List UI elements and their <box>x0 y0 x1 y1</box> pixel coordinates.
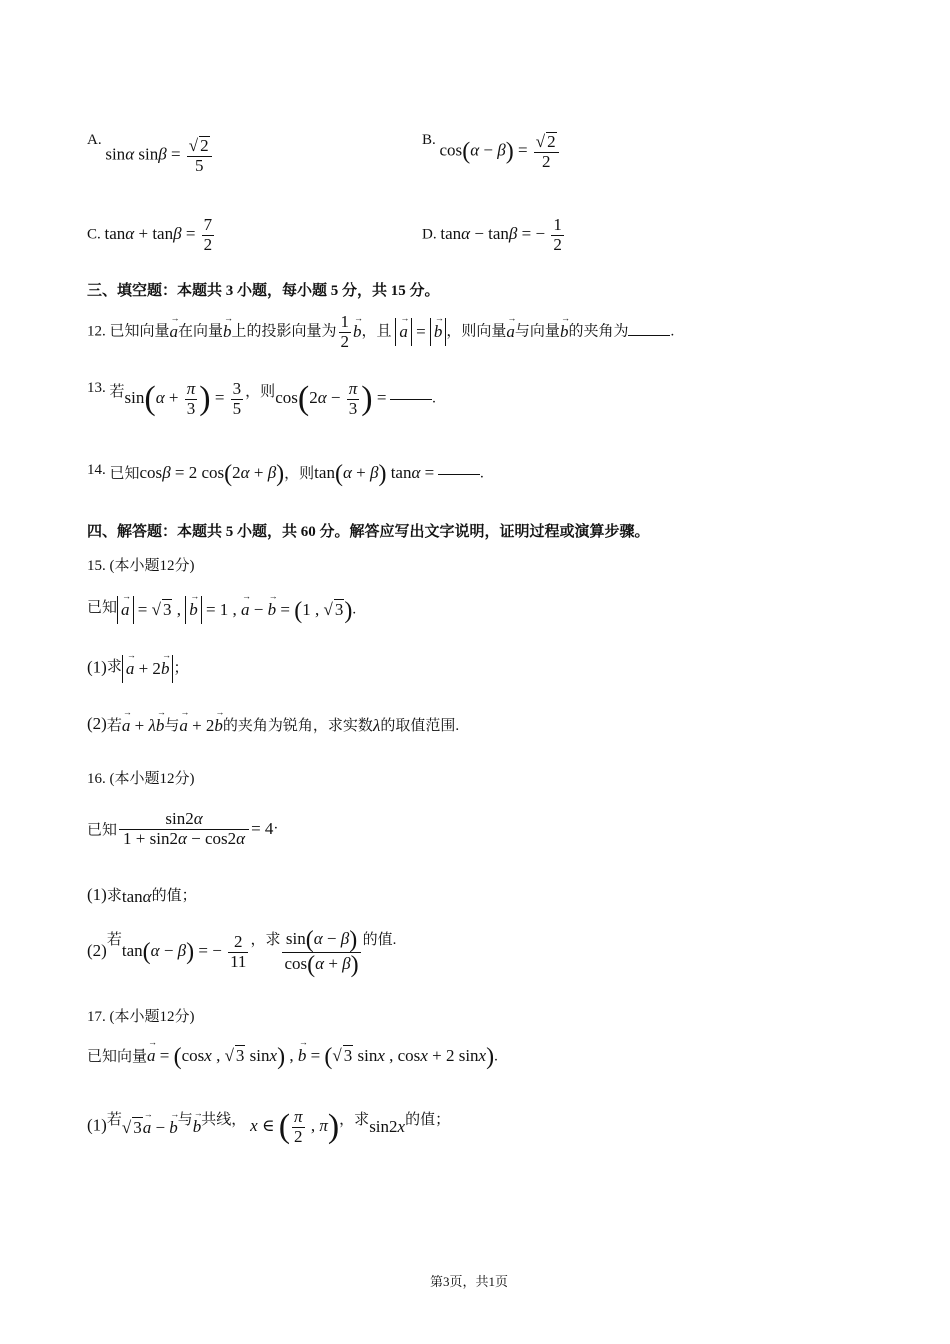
q16-p2-formula-1: tan(α − β) = − $\frac{2}{11}$ <box>121 932 247 971</box>
q15-given: 已知→ a = √ 3 , → b = 1 , → a − → b = (1 , √ 3). <box>87 596 356 624</box>
vector-b: → b <box>560 322 569 342</box>
q15-p2-formula-2: → a + 2→ b <box>179 716 223 736</box>
q17-p1-formula-2: x ∈ ( $\frac{\pi}{2}$ , π) <box>250 1107 340 1146</box>
q13-formula-2: cos(2α − $\frac{\pi}{3}$ ) = <box>275 379 387 418</box>
q16-header: 16. (本小题12分) <box>87 771 195 787</box>
option-b-formula: cos(α − β) = $\frac{√ 2}{2}$ <box>440 132 561 171</box>
vector-a: → a <box>506 322 515 342</box>
q16-p1-label: (1) <box>87 885 107 904</box>
q13-text-1: 若 <box>109 384 125 400</box>
q15-p2-text-4: 的取值范围. <box>380 718 460 734</box>
q17-given-label: 已知向量 <box>87 1049 148 1065</box>
option-c-label: C. <box>87 226 101 243</box>
answer-blank <box>628 335 670 336</box>
q12-text-3: 上的投影向量为 <box>231 323 337 340</box>
q12-text-1: 已知向量 <box>109 323 170 340</box>
q17-given-formula: → a = (cosx , √ 3 sinx) , → b = (√ 3 sinx , cosx + 2 sinx) <box>147 1045 494 1069</box>
q15-p1-end: ； <box>173 660 189 677</box>
q17-given: 已知向量→ a = (cosx , √ 3 sinx) , → b = (√ 3 sinx , cosx + 2 sinx). <box>87 1045 498 1069</box>
q12-text-7: 的夹角为 <box>568 323 629 340</box>
option-c <box>87 216 216 254</box>
q14-text-1: 已知 <box>109 466 140 482</box>
section-4-heading: 四、解答题：本题共 5 小题，共 60 分。解答应写出文字说明，证明过程或演算步骤。 <box>87 524 650 540</box>
q13-number: 13. <box>87 380 106 396</box>
q16-p2-text-2: ，求 <box>250 932 281 948</box>
q13-formula-1: sin(α + $\frac{\pi}{3}$ ) = $\frac{3}{5}$ <box>124 379 242 418</box>
q17-p1-text-1: 若 <box>106 1112 122 1128</box>
q16-given: 已知 $\frac{\sin 2\alpha}{1 + \sin 2\alpha - \cos 2\alpha}$ = 4· <box>87 809 279 848</box>
q15-given-label: 已知 <box>87 600 118 616</box>
q12-end: . <box>670 323 675 340</box>
q16-p2-text-3: 的值. <box>362 932 397 948</box>
q17-header: 17. (本小题12分) <box>87 1009 195 1025</box>
q15-p2-text-3: 的夹角为锐角，求实数 <box>222 718 373 734</box>
question-14 <box>87 462 484 486</box>
q12-number: 12. <box>87 323 106 340</box>
q17-p1-label: (1) <box>87 1115 107 1135</box>
question-13 <box>87 380 436 418</box>
page-footer: 第3页，共1页 <box>430 1274 509 1289</box>
q15-p2-text-1: 若 <box>106 718 122 734</box>
option-c-formula: tanα + tanβ = $\frac{7}{2}$ <box>104 215 213 254</box>
vector-b: → b <box>353 322 362 342</box>
option-b-label: B. <box>422 132 436 148</box>
q15-header: 15. (本小题12分) <box>87 558 195 574</box>
option-d-formula: tanα − tanβ = − $\frac{1}{2}$ <box>440 215 562 254</box>
q12-text-5: ，则向量 <box>446 323 507 340</box>
q16-part-1 <box>87 884 197 907</box>
q17-p1-text-5: 的值； <box>405 1112 451 1128</box>
q15-p2-text-2: 与 <box>164 718 180 734</box>
q16-part-2 <box>87 928 396 977</box>
vector-b: → b <box>223 322 232 342</box>
q12-text-2: 在向量 <box>178 323 224 340</box>
option-a <box>87 132 214 175</box>
q15-p1-text: 求 <box>106 659 122 675</box>
q17-p1-formula-1: √ 3→ a − → b <box>122 1117 178 1138</box>
q12-text-6: 与向量 <box>514 323 560 340</box>
q16-given-fraction: $\frac{\sin 2\alpha}{1 + \sin 2\alpha - \cos 2\alpha}$ <box>119 810 249 848</box>
vector-b: → b <box>193 1117 202 1137</box>
option-b <box>422 132 561 171</box>
option-a-label: A. <box>87 132 102 148</box>
q13-end: . <box>432 390 436 407</box>
q17-p1-text-3: 共线， <box>201 1112 247 1128</box>
answer-blank <box>390 399 432 400</box>
q16-given-label: 已知 <box>87 822 118 839</box>
q17-p1-text-2: 与 <box>177 1112 193 1128</box>
q17-part-1 <box>87 1108 450 1146</box>
q14-number: 14. <box>87 462 106 478</box>
q13-text-2: ，则 <box>245 384 276 400</box>
option-d <box>422 216 566 254</box>
question-12 <box>87 313 674 351</box>
q15-given-formula: → a = √ 3 , → b = 1 , → a − → b = (1 , √ 3) <box>117 596 352 624</box>
q16-p2-text-1: 若 <box>106 932 122 948</box>
q12-text-4: ，且 <box>361 323 392 340</box>
q16-given-rhs: = 4 <box>251 819 274 839</box>
q14-end: . <box>480 465 484 482</box>
q17-p1-formula-3: sin2x <box>369 1117 406 1137</box>
vector-a: → a <box>170 322 179 342</box>
q15-part-2 <box>87 714 459 736</box>
q15-p1-label: (1) <box>87 657 107 677</box>
q12-fraction: $\frac{1}{2}$ <box>340 312 350 351</box>
section-3-heading: 三、填空题：本题共 3 小题，每小题 5 分，共 15 分。 <box>87 283 440 299</box>
q16-p1-formula: tanα <box>121 886 152 906</box>
option-d-label: D. <box>422 226 437 243</box>
q14-text-2: ，则 <box>284 466 315 482</box>
q16-p2-fraction: $\frac{\sin(\alpha - \beta)}{\cos(\alpha + \beta)}$ <box>284 927 359 978</box>
q15-part-1 <box>87 655 188 683</box>
q16-p1-text-1: 求 <box>106 888 122 904</box>
q16-p1-text-2: 的值； <box>151 888 197 904</box>
q12-condition: → a = → b <box>395 318 446 346</box>
q14-formula-1: cosβ = 2 cos(2α + β) <box>139 461 285 487</box>
option-a-formula: sinα sinβ = $\frac{√ 2}{5}$ <box>105 136 213 175</box>
answer-blank <box>438 474 480 475</box>
q14-formula-2: tan(α + β) tanα = <box>314 461 435 487</box>
q17-p1-text-4: ，求 <box>339 1112 370 1128</box>
lambda-symbol: λ <box>372 715 381 735</box>
q15-p2-label: (2) <box>87 714 107 733</box>
q15-p2-formula-1: → a + λ→ b <box>122 716 164 736</box>
q16-p2-label: (2) <box>87 940 107 960</box>
q15-p1-formula: → a + 2→ b <box>122 655 174 683</box>
